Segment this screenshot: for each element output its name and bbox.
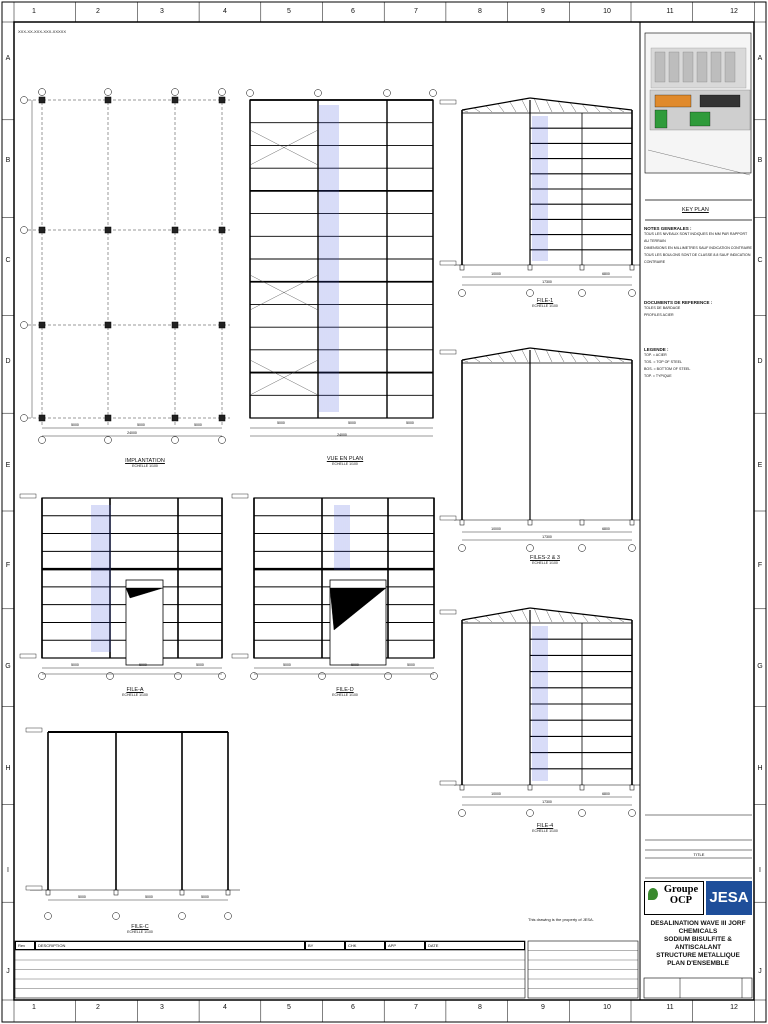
grid-bubble: [431, 673, 438, 680]
column-base: [528, 520, 532, 525]
column-label: 9: [541, 8, 545, 15]
grid-bubble: [21, 227, 28, 234]
grid-bubble: [247, 90, 254, 97]
grid-bubble: [113, 913, 120, 920]
dimension-text: 5000: [137, 423, 145, 427]
rafter-line: [530, 348, 632, 360]
dimension-text: 6800: [602, 272, 610, 276]
column-base: [39, 415, 45, 421]
grid-bubble: [21, 415, 28, 422]
truss-web: [474, 618, 480, 622]
row-label: I: [759, 867, 761, 874]
key-plan-building: [697, 52, 707, 82]
column-base: [630, 265, 634, 270]
view-title-file-c: FILE-C ECHELLE 1/100: [127, 924, 153, 934]
grid-bubble: [172, 437, 179, 444]
column-label: 3: [160, 8, 164, 15]
grid-bubble: [384, 90, 391, 97]
title-block-cell: [644, 978, 752, 998]
grid-bubble: [579, 810, 586, 817]
dimension-text: 10000: [491, 527, 501, 531]
truss-web: [534, 348, 540, 362]
grid-bubble: [39, 673, 46, 680]
column-base: [39, 97, 45, 103]
column-base: [180, 890, 184, 895]
dimension-text: 17300: [542, 280, 552, 284]
column-label: 4: [223, 8, 227, 15]
note-line: TOS. = TOP OF STEEL: [644, 360, 682, 364]
column-label: 5: [287, 1004, 291, 1011]
view-title-file-4: FILE-4 ECHELLE 1/100: [532, 823, 558, 833]
grid-bubble: [629, 810, 636, 817]
truss-web: [570, 613, 576, 623]
column-label: 8: [478, 8, 482, 15]
grid-bubble: [251, 673, 258, 680]
grid-bubble: [21, 322, 28, 329]
grid-bubble: [579, 290, 586, 297]
row-label: F: [5, 562, 11, 569]
dimension-text: 17300: [542, 800, 552, 804]
column-base: [39, 322, 45, 328]
row-label: E: [5, 462, 11, 469]
truss-web: [546, 100, 552, 113]
row-label: D: [757, 358, 763, 365]
grid-bubble: [629, 545, 636, 552]
column-label: 7: [414, 1004, 418, 1011]
row-label: C: [757, 257, 763, 264]
grid-bubble: [527, 290, 534, 297]
truss-web: [486, 356, 492, 362]
row-label: I: [7, 867, 9, 874]
column-base: [460, 265, 464, 270]
grid-bubble: [105, 89, 112, 96]
dimension-text: 5000: [407, 663, 415, 667]
key-plan-building: [725, 52, 735, 82]
column-base: [172, 415, 178, 421]
column-base: [528, 785, 532, 790]
column-label: 9: [541, 1004, 545, 1011]
column-base: [114, 890, 118, 895]
column-label: 12: [730, 1004, 738, 1011]
truss-web: [486, 106, 492, 112]
grid-bubble: [527, 545, 534, 552]
truss-web: [534, 98, 540, 112]
column-label: 5: [287, 8, 291, 15]
grid-bubble: [459, 545, 466, 552]
grid-bubble: [219, 673, 226, 680]
row-label: E: [757, 462, 763, 469]
key-plan-title: KEY PLAN: [682, 207, 709, 213]
column-label: 2: [96, 8, 100, 15]
grid-bubble: [385, 673, 392, 680]
view-title-implantation: IMPLANTATION ECHELLE 1/100: [125, 458, 165, 468]
view-title-file-1: FILE-1 ECHELLE 1/100: [532, 298, 558, 308]
revision-header-cell: APP: [385, 941, 425, 950]
grid-bubble: [219, 89, 226, 96]
column-label: 2: [96, 1004, 100, 1011]
row-label: B: [757, 157, 763, 164]
truss-web: [522, 100, 528, 112]
level-marker: [440, 516, 456, 520]
column-base: [219, 97, 225, 103]
column-base: [528, 265, 532, 270]
rafter-line: [462, 348, 530, 360]
truss-web: [510, 102, 516, 112]
rafter-line: [462, 98, 530, 110]
key-plan-highlight: [655, 95, 691, 107]
column-label: 6: [351, 1004, 355, 1011]
row-label: F: [757, 562, 763, 569]
note-line: TOUS LES BOULONS SONT DE CLASSE 8.8 SAUF INDICATION CONTRAIRE: [644, 253, 751, 264]
grid-bubble: [175, 673, 182, 680]
column-base: [105, 322, 111, 328]
column-base: [219, 415, 225, 421]
truss-web: [522, 610, 528, 622]
grid-bubble: [459, 290, 466, 297]
grid-bubble: [319, 673, 326, 680]
row-label: C: [5, 257, 11, 264]
column-label: 1: [32, 1004, 36, 1011]
column-label: 10: [603, 8, 611, 15]
truss-web: [462, 110, 468, 112]
revision-table: [15, 941, 525, 998]
column-base: [105, 227, 111, 233]
key-plan-area: [655, 110, 667, 128]
grid-bubble: [430, 90, 437, 97]
key-plan-area: [700, 95, 740, 107]
column-label: 6: [351, 8, 355, 15]
column-label: 7: [414, 8, 418, 15]
note-line: PROFILES ACIER: [644, 313, 674, 317]
column-label: 4: [223, 1004, 227, 1011]
dimension-text: 5000: [348, 421, 356, 425]
row-label: D: [5, 358, 11, 365]
truss-web: [546, 350, 552, 363]
row-label: A: [5, 55, 11, 62]
grid-bubble: [315, 90, 322, 97]
rafter-line: [530, 608, 632, 620]
row-label: H: [757, 765, 763, 772]
column-label: 11: [666, 1004, 674, 1011]
view-title-vue-en-plan: VUE EN PLAN ECHELLE 1/100: [326, 456, 364, 466]
column-base: [580, 785, 584, 790]
note-line: BOS. = BOTTOM OF STEEL: [644, 367, 691, 371]
truss-web: [534, 608, 540, 622]
level-marker: [26, 728, 42, 732]
key-plan-building: [683, 52, 693, 82]
key-plan-building: [669, 52, 679, 82]
level-marker: [440, 350, 456, 354]
revision-header-cell: DESCRIPTION: [35, 941, 305, 950]
truss-web: [486, 616, 492, 622]
truss-web: [462, 360, 468, 362]
drawing-title: DESALINATION WAVE III JORF CHEMICALS SODIUM BISULFITE & ANTISCALANT STRUCTURE METALLIQUE PLAN D'ENSEMBLE: [650, 920, 746, 967]
dimension-text: 5000: [351, 663, 359, 667]
column-base: [105, 97, 111, 103]
truss-web: [462, 620, 468, 622]
engineer-logo: JESA: [706, 881, 752, 915]
grid-bubble: [172, 89, 179, 96]
dimension-text: 24000: [337, 433, 347, 437]
truss-web: [546, 610, 552, 623]
grid-bubble: [39, 437, 46, 444]
truss-web: [558, 351, 564, 362]
grid-bubble: [219, 437, 226, 444]
dimension-text: 5000: [194, 423, 202, 427]
level-marker: [26, 886, 42, 890]
row-label: G: [5, 663, 11, 670]
footer-note: This drawing is the property of JESA.: [528, 917, 594, 922]
dimension-text: 10000: [491, 272, 501, 276]
grid-bubble: [459, 810, 466, 817]
truss-web: [558, 611, 564, 622]
level-marker: [20, 654, 36, 658]
row-label: G: [757, 663, 763, 670]
note-line: TOP. = TYPIQUE: [644, 374, 672, 378]
sheet-title-cell: TITLE: [693, 852, 705, 857]
key-plan-area: [690, 112, 710, 126]
key-plan-building: [711, 52, 721, 82]
column-base: [172, 97, 178, 103]
dimension-text: 5000: [196, 663, 204, 667]
truss-web: [498, 104, 504, 112]
row-label: H: [5, 765, 11, 772]
column-base: [219, 227, 225, 233]
dimension-text: 5000: [71, 663, 79, 667]
truss-web: [522, 350, 528, 362]
column-base: [580, 265, 584, 270]
legend-block: LEGENDE : TOP. = ACIER TOS. = TOP OF STEEL BOS. = BOTTOM OF STEEL TOP. = TYPIQUE: [644, 347, 752, 380]
truss-web: [474, 108, 480, 112]
level-marker: [440, 261, 456, 265]
column-label: 1: [32, 8, 36, 15]
column-base: [580, 520, 584, 525]
dimension-text: 6800: [602, 527, 610, 531]
truss-web: [570, 103, 576, 113]
grid-bubble: [39, 89, 46, 96]
grid-bubble: [527, 810, 534, 817]
references-block: DOCUMENTS DE REFERENCE : TOLES DE BARDAGE PROFILES ACIER: [644, 300, 752, 319]
truss-web: [498, 354, 504, 362]
key-plan-building: [655, 52, 665, 82]
revision-header-cell: DATE: [425, 941, 525, 950]
ocp-leaf-icon: [648, 888, 658, 900]
grid-bubble: [45, 913, 52, 920]
grid-bubble: [105, 437, 112, 444]
column-base: [226, 890, 230, 895]
column-base: [460, 520, 464, 525]
column-base: [105, 415, 111, 421]
rafter-line: [462, 608, 530, 620]
column-label: 3: [160, 1004, 164, 1011]
header-reference: XXX-XX-XXX-XXX-XXXXX: [18, 29, 67, 34]
note-line: TOUS LES NIVEAUX SONT INDIQUES EN MM PAR RAPPORT AU TERRAIN: [644, 232, 748, 243]
level-marker: [20, 494, 36, 498]
note-line: TOLES DE BARDAGE: [644, 306, 681, 310]
note-line: TOP. = ACIER: [644, 353, 667, 357]
dimension-text: 5000: [78, 895, 86, 899]
dimension-text: 5000: [71, 423, 79, 427]
truss-web: [510, 352, 516, 362]
column-base: [172, 322, 178, 328]
column-label: 10: [603, 1004, 611, 1011]
column-base: [630, 785, 634, 790]
truss-web: [498, 614, 504, 622]
truss-web: [474, 358, 480, 362]
column-base: [460, 785, 464, 790]
view-title-files-2-3: FILES-2 & 3 ECHELLE 1/100: [530, 555, 560, 565]
view-title-file-d: FILE-D ECHELLE 1/100: [332, 687, 358, 697]
grid-bubble: [21, 97, 28, 104]
grid-bubble: [629, 290, 636, 297]
client-logo: Groupe OCP: [644, 881, 704, 915]
dimension-text: 10000: [491, 792, 501, 796]
level-marker: [440, 781, 456, 785]
revision-header-cell: Rev: [15, 941, 35, 950]
rafter-line: [530, 98, 632, 110]
column-label: 12: [730, 8, 738, 15]
note-line: DIMENSIONS EN MILLIMETRES SAUF INDICATION CONTRAIRE: [644, 246, 752, 250]
dimension-text: 5000: [139, 663, 147, 667]
column-base: [46, 890, 50, 895]
truss-web: [570, 353, 576, 363]
level-marker: [440, 610, 456, 614]
row-label: J: [758, 968, 762, 975]
column-label: 8: [478, 1004, 482, 1011]
grid-bubble: [179, 913, 186, 920]
dimension-text: 5000: [283, 663, 291, 667]
level-marker: [440, 100, 456, 104]
view-title-file-a: FILE-A ECHELLE 1/100: [122, 687, 148, 697]
column-base: [219, 322, 225, 328]
grid-bubble: [107, 673, 114, 680]
dimension-text: 17300: [542, 535, 552, 539]
dimension-text: 6800: [602, 792, 610, 796]
grid-bubble: [579, 545, 586, 552]
truss-web: [558, 101, 564, 112]
column-base: [630, 520, 634, 525]
dimension-text: 5000: [406, 421, 414, 425]
row-label: J: [6, 968, 10, 975]
grid-bubble: [225, 913, 232, 920]
level-marker: [232, 494, 248, 498]
column-label: 11: [666, 8, 674, 15]
dimension-text: 24000: [127, 431, 137, 435]
level-marker: [232, 654, 248, 658]
column-base: [172, 227, 178, 233]
column-base: [39, 227, 45, 233]
dimension-text: 5000: [201, 895, 209, 899]
notes-block: NOTES GENERALES : TOUS LES NIVEAUX SONT INDIQUES EN MM PAR RAPPORT AU TERRAIN DIMENSIONS EN MILLIMETRES SAUF INDICATION CONTRAIRE TOUS LES BOULONS SONT DE CLASSE 8.8 SAUF INDICATION CONTRAIRE: [644, 226, 752, 264]
dimension-text: 5000: [277, 421, 285, 425]
revision-header-cell: BY: [305, 941, 345, 950]
revision-header-cell: CHK: [345, 941, 385, 950]
row-label: A: [757, 55, 763, 62]
truss-web: [510, 612, 516, 622]
row-label: B: [5, 157, 11, 164]
dimension-text: 5000: [145, 895, 153, 899]
